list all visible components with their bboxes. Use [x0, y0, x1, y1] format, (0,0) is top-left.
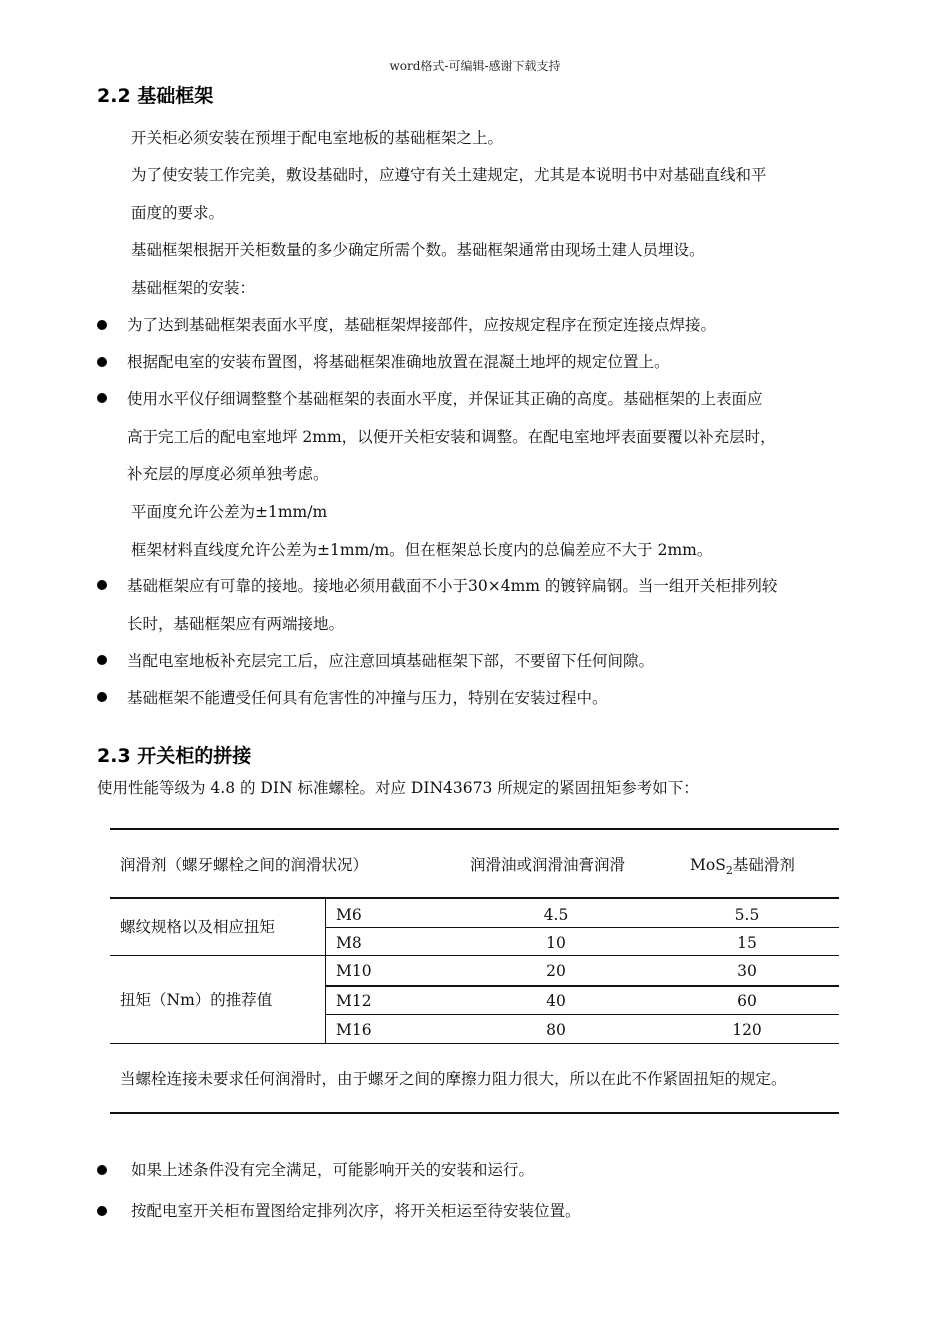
table-cell-mos2: 30 [737, 962, 757, 980]
table-cell-oil: 20 [546, 962, 566, 980]
table-group-rule [110, 955, 839, 956]
bullet-icon [97, 393, 107, 403]
bullet-icon [97, 692, 107, 702]
table-cell-size: M8 [336, 934, 362, 952]
section-heading-2-2: 2.2 基础框架 [97, 85, 214, 107]
page-header: word格式-可编辑-感谢下载支持 [389, 59, 561, 73]
table-header-mos2: MoS$_2$基础滑剂 [690, 856, 795, 877]
table-top-rule [110, 828, 839, 830]
bullet-icon [97, 1165, 107, 1175]
list-item: 根据配电室的安装布置图，将基础框架准确地放置在混凝土地坪的规定位置上。 [127, 353, 670, 371]
table-header-oil: 润滑油或润滑油膏润滑 [470, 856, 626, 874]
bullet-icon [97, 580, 107, 590]
list-item-continued: 长时，基础框架应有两端接地。 [127, 615, 345, 633]
table-row-rule [325, 1014, 839, 1015]
table-row-rule [325, 927, 839, 928]
table-cell-size: M10 [336, 962, 372, 980]
list-item: 为了达到基础框架表面水平度，基础框架焊接部件，应按规定程序在预定连接点焊接。 [127, 316, 717, 334]
list-item-continued: 补充层的厚度必须单独考虑。 [127, 465, 329, 483]
paragraph: 基础框架根据开关柜数量的多少确定所需个数。基础框架通常由现场土建人员埋设。 [131, 241, 705, 259]
bullet-icon [97, 320, 107, 330]
bullet-icon [97, 1206, 107, 1216]
table-note: 当螺栓连接未要求任何润滑时，由于螺牙之间的摩擦力阻力很大，所以在此不作紧固扭矩的规定。 [120, 1070, 787, 1088]
list-item: 使用水平仪仔细调整整个基础框架的表面水平度，并保证其正确的高度。基础框架的上表面应 [127, 390, 763, 408]
table-cell-oil: 80 [546, 1021, 566, 1039]
table-cell-oil: 10 [546, 934, 566, 952]
table-cell-oil: 4.5 [543, 906, 569, 924]
table-cell-size: M16 [336, 1021, 372, 1039]
paragraph: 开关柜必须安装在预埋于配电室地板的基础框架之上。 [131, 129, 504, 147]
list-item: 当配电室地板补充层完工后，应注意回填基础框架下部，不要留下任何间隙。 [127, 652, 655, 670]
tolerance-straightness: 框架材料直线度允许公差为±1mm/m。但在框架总长度内的总偏差应不大于 2mm。 [131, 541, 713, 559]
list-item: 基础框架应有可靠的接地。接地必须用截面不小于30×4mm 的镀锌扁钢。当一组开关柜排列较 [127, 577, 778, 595]
paragraph: 使用性能等级为 4.8 的 DIN 标准螺栓。对应 DIN43673 所规定的紧固扭矩参考如下： [97, 779, 699, 797]
list-item-continued: 高于完工后的配电室地坪 2mm，以便开关柜安装和调整。在配电室地坪表面要覆以补充层时， [127, 428, 776, 446]
table-cell-size: M6 [336, 906, 362, 924]
table-group-label: 螺纹规格以及相应扭矩 [120, 918, 276, 936]
table-group-label: 扭矩（Nm）的推荐值 [120, 991, 273, 1009]
table-header-lubricant: 润滑剂（螺牙螺栓之间的润滑状况） [120, 856, 369, 874]
table-row-rule [325, 985, 839, 987]
table-cell-oil: 40 [546, 992, 566, 1010]
bullet-icon [97, 655, 107, 665]
table-cell-mos2: 60 [737, 992, 757, 1010]
table-header-rule [110, 897, 839, 899]
table-cell-size: M12 [336, 992, 372, 1010]
table-column-divider [325, 898, 326, 1044]
table-cell-mos2: 120 [732, 1021, 762, 1039]
list-item: 基础框架不能遭受任何具有危害性的冲撞与压力，特别在安装过程中。 [127, 689, 608, 707]
paragraph: 面度的要求。 [131, 204, 225, 222]
paragraph: 为了使安装工作完美，敷设基础时，应遵守有关土建规定，尤其是本说明书中对基础直线和平 [131, 166, 767, 184]
table-body-rule [110, 1043, 839, 1044]
table-bottom-rule [110, 1112, 839, 1114]
bullet-icon [97, 357, 107, 367]
table-cell-mos2: 5.5 [734, 906, 760, 924]
table-cell-mos2: 15 [737, 934, 757, 952]
list-item: 如果上述条件没有完全满足，可能影响开关的安装和运行。 [131, 1161, 535, 1179]
section-heading-2-3: 2.3 开关柜的拼接 [97, 745, 252, 767]
tolerance-flatness: 平面度允许公差为±1mm/m [131, 503, 328, 521]
list-item: 按配电室开关柜布置图给定排列次序，将开关柜运至待安装位置。 [131, 1202, 581, 1220]
paragraph: 基础框架的安装： [131, 279, 256, 297]
